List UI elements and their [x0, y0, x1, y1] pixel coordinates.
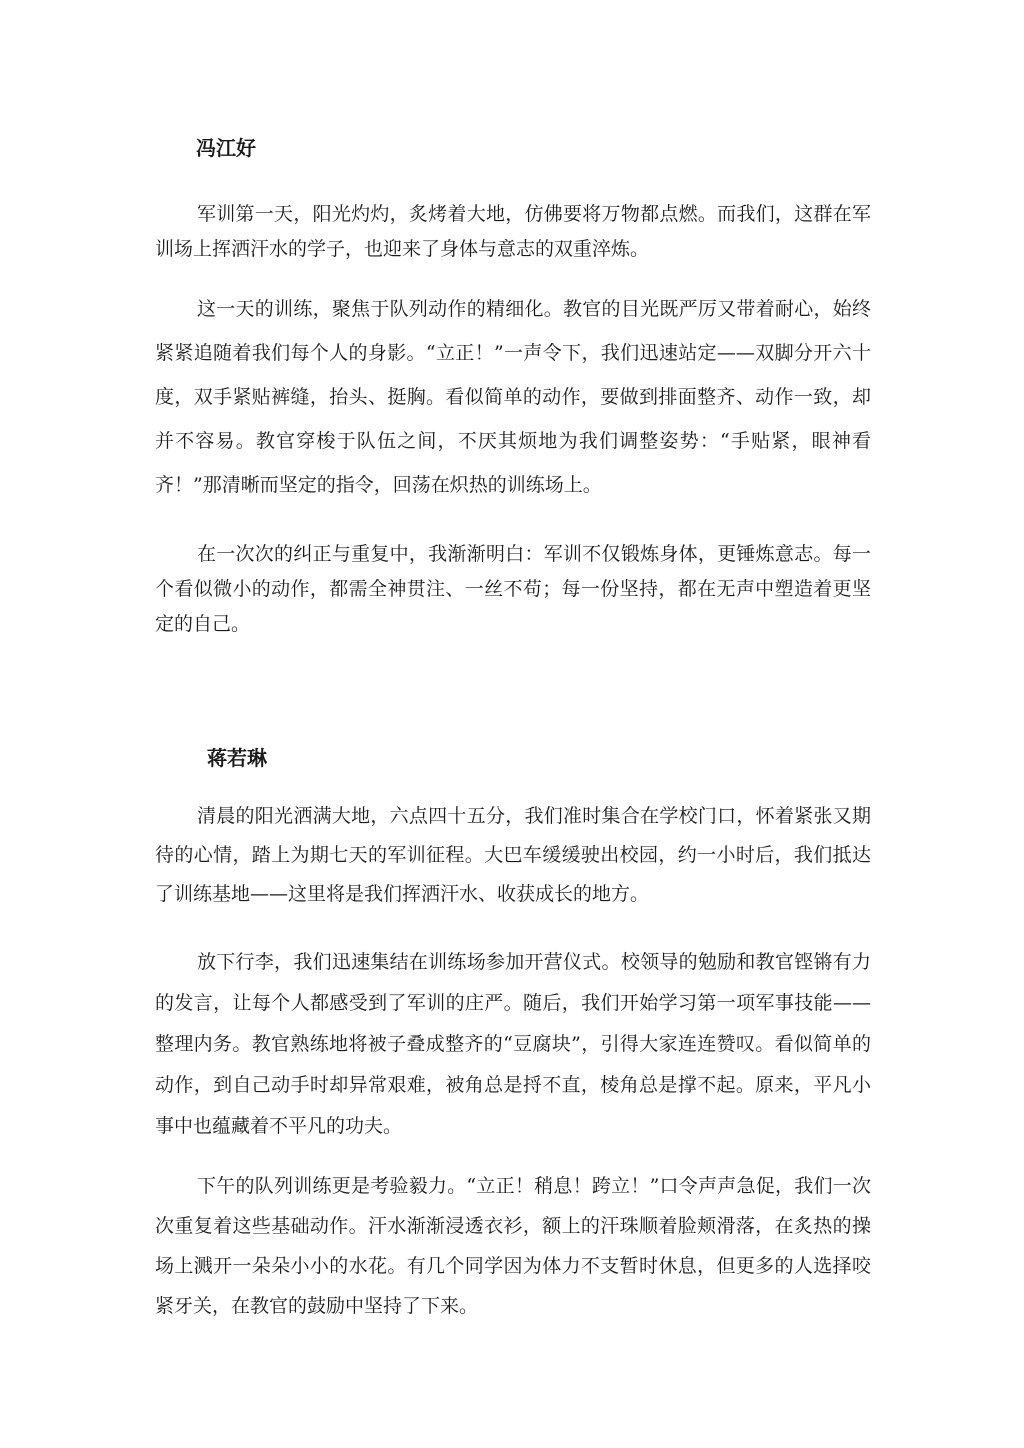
author-name-2: 蒋若琳	[207, 746, 267, 770]
essay-1-paragraph-2: 这一天的训练，聚焦于队列动作的精细化。教官的目光既严厉又带着耐心，始终紧紧追随着我们每个人的身影。“立正！”一声令下，我们迅速站定——双脚分开六十度，双手紧贴裤缝，抬头、挺胸。看似简单的动作，要做到排面整齐、动作一致，却并不容易。教官穿梭于队伍之间，不厌其烦地为我们调整姿势：“手贴紧，眼神看齐！”那清晰而坚定的指令，回荡在炽热的训练场上。	[155, 298, 871, 496]
author-name-1: 冯江好	[196, 136, 256, 160]
essay-2-paragraph-3: 下午的队列训练更是考验毅力。“立正！稍息！跨立！”口令声声急促，我们一次次重复着这些基础动作。汗水渐渐浸透衣衫，额上的汗珠顺着脸颊滑落，在炙热的操场上溅开一朵朵小小的水花。有几个同学因为体力不支暂时休息，但更多的人选择咬紧牙关，在教官的鼓励中坚持了下来。	[155, 1175, 871, 1317]
essay-1-paragraph-3: 在一次次的纠正与重复中，我渐渐明白：军训不仅锻炼身体，更锤炼意志。每一个看似微小的动作，都需全神贯注、一丝不苟；每一份坚持，都在无声中塑造着更坚定的自己。	[155, 543, 871, 635]
essay-1-paragraph-1: 军训第一天，阳光灼灼，炙烤着大地，仿佛要将万物都点燃。而我们，这群在军训场上挥洒汗水的学子，也迎来了身体与意志的双重淬炼。	[155, 203, 871, 260]
essay-2-paragraph-2: 放下行李，我们迅速集结在训练场参加开营仪式。校领导的勉励和教官铿锵有力的发言，让每个人都感受到了军训的庄严。随后，我们开始学习第一项军事技能——整理内务。教官熟练地将被子叠成整齐的“豆腐块”，引得大家连连赞叹。看似简单的动作，到自己动手时却异常艰难，被角总是捋不直，棱角总是撑不起。原来，平凡小事中也蕴藏着不平凡的功夫。	[155, 951, 871, 1137]
essay-2-paragraph-1: 清晨的阳光洒满大地，六点四十五分，我们准时集合在学校门口，怀着紧张又期待的心情，踏上为期七天的军训征程。大巴车缓缓驶出校园，约一小时后，我们抵达了训练基地——这里将是我们挥洒汗水、收获成长的地方。	[155, 805, 871, 905]
